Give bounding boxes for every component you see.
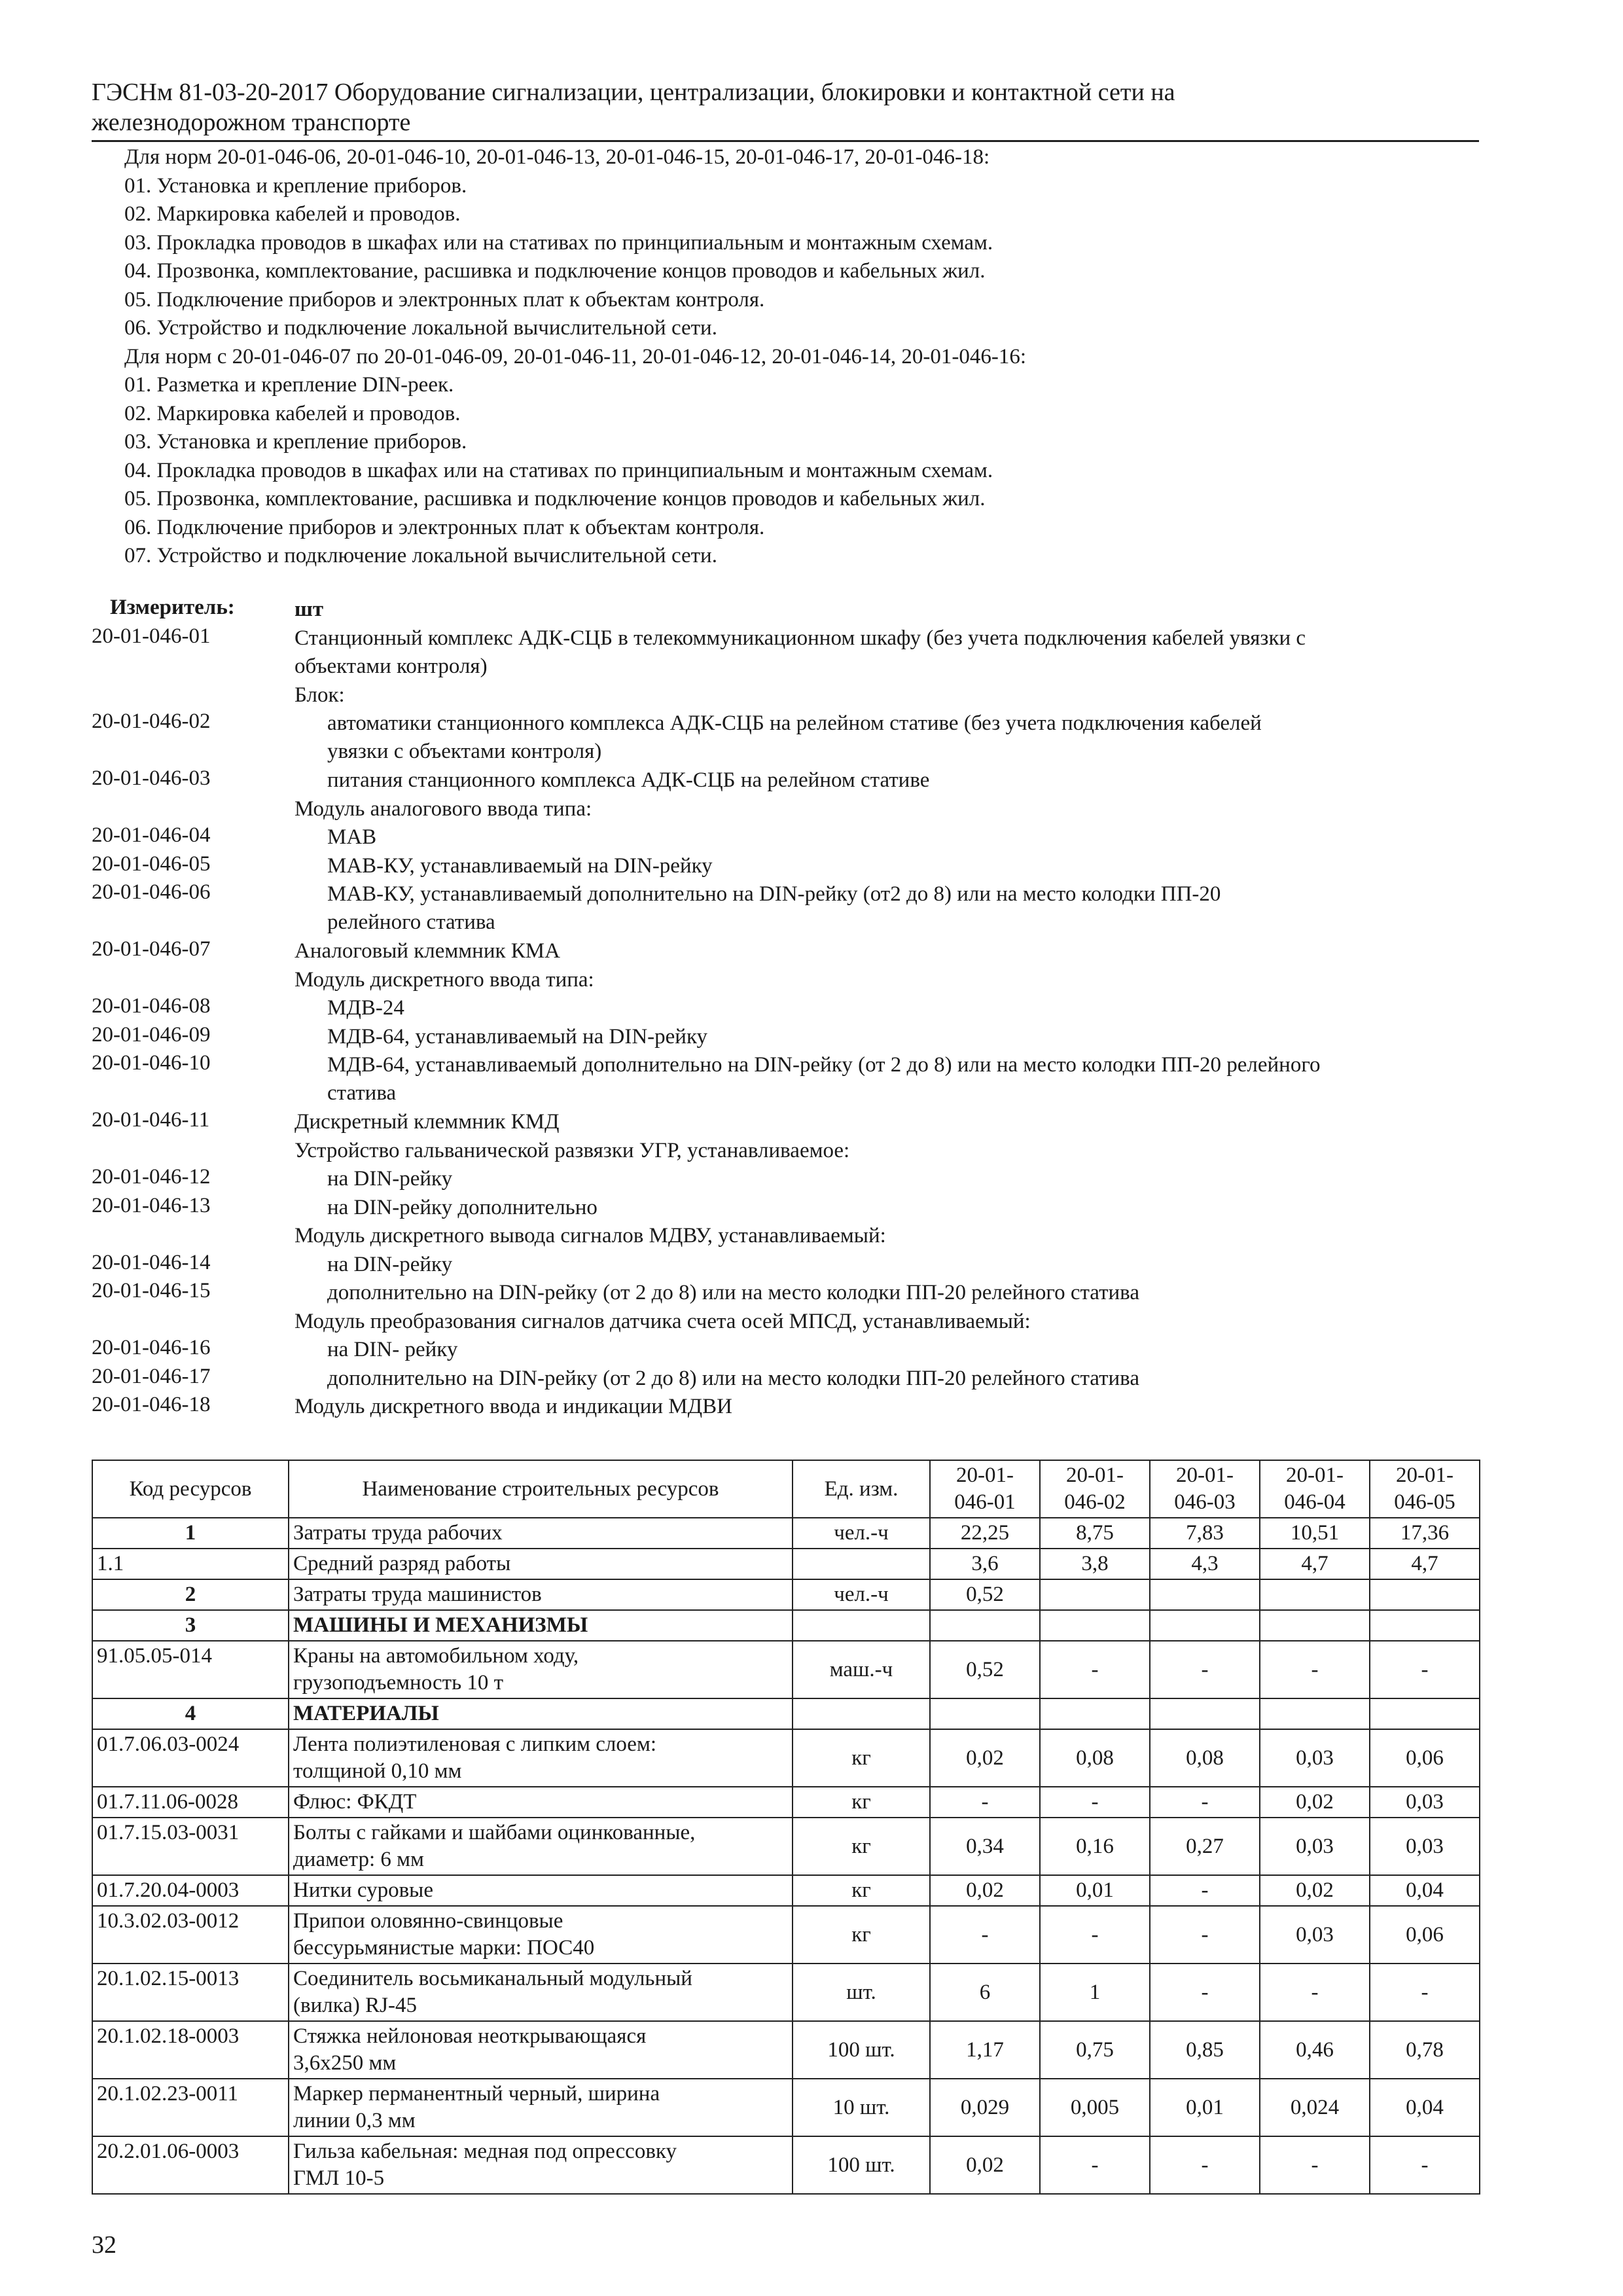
- cell-value: 1,17: [930, 2021, 1040, 2079]
- measure-description: [327, 1336, 1472, 1364]
- measure-description-line: Модуль дискретного вывода сигналов МДВУ, устанавливаемый:: [294, 1224, 886, 1247]
- measure-code: 20-01-046-17: [92, 1364, 211, 1388]
- cell-code: 1.1: [92, 1549, 289, 1579]
- measure-description: [294, 1222, 1472, 1250]
- cell-value: [1260, 1579, 1370, 1610]
- cell-value: 0,03: [1260, 1729, 1370, 1787]
- cell-value: 22,25: [930, 1518, 1040, 1549]
- measure-description: [294, 681, 1472, 709]
- cell-value: -: [930, 1787, 1040, 1818]
- measure-code: 20-01-046-09: [92, 1022, 211, 1047]
- measure-description: [327, 852, 1472, 880]
- table-row: [92, 1549, 1480, 1579]
- cell-value: -: [1260, 1641, 1370, 1698]
- cell-value: 7,83: [1150, 1518, 1260, 1549]
- measure-description: [327, 823, 1472, 852]
- cell-name: [289, 2136, 793, 2194]
- cell-unit: 10 шт.: [793, 2079, 930, 2136]
- measure-description-line: релейного статива: [327, 910, 495, 934]
- cell-value: 0,01: [1150, 2079, 1260, 2136]
- measure-description-line: МДВ-64, устанавливаемый дополнительно на DIN-рейку (от 2 до 8) или на место колодки ПП-20 релейного: [327, 1053, 1321, 1077]
- table-row: [92, 1906, 1480, 1964]
- measure-description-line: на DIN-рейку: [327, 1252, 453, 1276]
- cell-unit: 100 шт.: [793, 2021, 930, 2079]
- table-row: [92, 1579, 1480, 1610]
- cell-name: [289, 1610, 793, 1641]
- cell-value: 0,005: [1040, 2079, 1150, 2136]
- cell-code: 1: [92, 1518, 289, 1549]
- measure-description-line: Станционный комплекс АДК-СЦБ в телекоммуникационном шкафу (без учета подключения кабелей увязки с: [294, 626, 1306, 650]
- cell-name-line: ГМЛ 10-5: [293, 2166, 385, 2190]
- measure-description-line: статива: [327, 1081, 397, 1105]
- measure-description-line: объектами контроля): [294, 654, 488, 678]
- cell-value: -: [1260, 1964, 1370, 2021]
- measure-description-line: на DIN-рейку: [327, 1167, 453, 1191]
- cell-value: -: [1370, 1964, 1480, 2021]
- cell-value: -: [930, 1906, 1040, 1964]
- cell-name-line: Затраты труда рабочих: [293, 1521, 503, 1545]
- cell-name-line: Маркер перманентный черный, ширина: [293, 2082, 660, 2106]
- resources-table: [92, 1460, 1480, 2195]
- header-title-line2: железнодорожном транспорте: [92, 109, 411, 136]
- cell-unit: чел.-ч: [793, 1579, 930, 1610]
- table-row: [92, 1964, 1480, 2021]
- header-title-line1: ГЭСНм 81-03-20-2017 Оборудование сигнализации, централизации, блокировки и контактной сети на: [92, 79, 1175, 106]
- cell-name: [289, 1641, 793, 1698]
- cell-unit: кг: [793, 1787, 930, 1818]
- measure-description-line: МАВ-КУ, устанавливаемый дополнительно на DIN-рейку (от2 до 8) или на место колодки ПП-20: [327, 882, 1221, 906]
- cell-code: 01.7.20.04-0003: [92, 1875, 289, 1906]
- header-col-3: 20-01- 046-03: [1150, 1460, 1260, 1518]
- cell-name-line: Лента полиэтиленовая с липким слоем:: [293, 1732, 657, 1756]
- cell-value: 0,02: [1260, 1875, 1370, 1906]
- measure-description: [294, 966, 1472, 994]
- cell-name-line: Соединитель восьмиканальный модульный: [293, 1967, 692, 1990]
- measure-description: [294, 1308, 1472, 1336]
- cell-value: 4,7: [1260, 1549, 1370, 1579]
- cell-code: 01.7.11.06-0028: [92, 1787, 289, 1818]
- cell-value: 0,01: [1040, 1875, 1150, 1906]
- cell-value: 0,02: [1260, 1787, 1370, 1818]
- cell-value: 0,03: [1260, 1818, 1370, 1875]
- works-group2-item: 06. Подключение приборов и электронных плат к объектам контроля.: [124, 515, 765, 539]
- measure-code: 20-01-046-15: [92, 1279, 211, 1302]
- works-group1-title: Для норм 20-01-046-06, 20-01-046-10, 20-01-046-13, 20-01-046-15, 20-01-046-17, 20-01-046-18:: [124, 145, 990, 169]
- cell-unit: кг: [793, 1906, 930, 1964]
- measure-description: [327, 1165, 1472, 1193]
- cell-unit: кг: [793, 1818, 930, 1875]
- cell-name: [289, 1518, 793, 1549]
- measure-code: 20-01-046-10: [92, 1051, 211, 1075]
- cell-value: -: [1150, 1906, 1260, 1964]
- measure-description-line: автоматики станционного комплекса АДК-СЦБ на релейном стативе (без учета подключения кабелей: [327, 711, 1262, 735]
- cell-name-line: Припои оловянно-свинцовые: [293, 1909, 563, 1933]
- cell-value: 0,34: [930, 1818, 1040, 1875]
- cell-code: 3: [92, 1610, 289, 1641]
- measure-description: [327, 880, 1472, 937]
- cell-value: [1040, 1610, 1150, 1641]
- cell-value: -: [1150, 1875, 1260, 1906]
- works-group2-item: 02. Маркировка кабелей и проводов.: [124, 401, 461, 425]
- cell-value: 0,02: [930, 2136, 1040, 2194]
- cell-value: [1150, 1698, 1260, 1729]
- cell-name: [289, 1964, 793, 2021]
- measure-description-line: увязки с объектами контроля): [327, 740, 602, 763]
- measure-code: 20-01-046-08: [92, 994, 211, 1018]
- measure-description: [327, 709, 1472, 766]
- cell-value: -: [1040, 1787, 1150, 1818]
- cell-name-line: Краны на автомобильном ходу,: [293, 1644, 579, 1668]
- cell-code: 10.3.02.03-0012: [92, 1906, 289, 1964]
- works-group1-item: 04. Прозвонка, комплектование, расшивка и подключение концов проводов и кабельных жил.: [124, 259, 986, 283]
- table-header-row: [92, 1460, 1480, 1518]
- measure-description-line: МДВ-24: [327, 996, 404, 1020]
- measure-description-line: МДВ-64, устанавливаемый на DIN-рейку: [327, 1024, 708, 1049]
- cell-unit: кг: [793, 1875, 930, 1906]
- works-group2-item: 05. Прозвонка, комплектование, расшивка и подключение концов проводов и кабельных жил.: [124, 487, 986, 511]
- works-group2-item: 04. Прокладка проводов в шкафах или на стативах по принципиальным и монтажным схемам.: [124, 458, 993, 482]
- cell-value: [930, 1698, 1040, 1729]
- works-list: [92, 145, 1479, 567]
- measure-code: 20-01-046-18: [92, 1393, 211, 1416]
- cell-value: -: [1040, 1641, 1150, 1698]
- header-name: Наименование строительных ресурсов: [289, 1460, 793, 1518]
- cell-value: [1150, 1610, 1260, 1641]
- cell-value: 0,27: [1150, 1818, 1260, 1875]
- cell-name-line: Болты с гайками и шайбами оцинкованные,: [293, 1821, 696, 1844]
- cell-value: -: [1150, 1964, 1260, 2021]
- cell-name: [289, 2021, 793, 2079]
- works-group1-item: 06. Устройство и подключение локальной вычислительной сети.: [124, 316, 717, 340]
- cell-value: 0,06: [1370, 1906, 1480, 1964]
- measure-code: 20-01-046-04: [92, 823, 211, 847]
- cell-value: -: [1040, 1906, 1150, 1964]
- cell-name-line: Гильза кабельная: медная под опрессовку: [293, 2140, 677, 2163]
- measure-description-line: Модуль аналогового ввода типа:: [294, 797, 592, 821]
- cell-value: [1260, 1698, 1370, 1729]
- cell-value: -: [1150, 1787, 1260, 1818]
- cell-value: [930, 1610, 1040, 1641]
- cell-value: 0,03: [1370, 1818, 1480, 1875]
- measure-description-line: Модуль дискретного ввода и индикации МДВИ: [294, 1395, 732, 1418]
- table-row: [92, 1729, 1480, 1787]
- cell-name-line: толщиной 0,10 мм: [293, 1759, 462, 1783]
- table-row: [92, 1787, 1480, 1818]
- cell-value: 0,02: [930, 1875, 1040, 1906]
- cell-value: 0,03: [1260, 1906, 1370, 1964]
- measure-description: [294, 795, 1472, 823]
- header-unit: Ед. изм.: [793, 1460, 930, 1518]
- cell-name-line: Затраты труда машинистов: [293, 1583, 542, 1606]
- cell-value: [1150, 1579, 1260, 1610]
- measure-description-line: Устройство гальванической развязки УГР, устанавливаемое:: [294, 1138, 850, 1162]
- cell-value: 0,06: [1370, 1729, 1480, 1787]
- measure-description-line: МАВ-КУ, устанавливаемый на DIN-рейку: [327, 853, 713, 878]
- cell-name-line: диаметр: 6 мм: [293, 1848, 424, 1871]
- measure-description-line: на DIN- рейку: [327, 1338, 458, 1361]
- cell-name: [289, 1875, 793, 1906]
- cell-value: 0,85: [1150, 2021, 1260, 2079]
- cell-value: 0,78: [1370, 2021, 1480, 2079]
- cell-code: 4: [92, 1698, 289, 1729]
- cell-value: 0,16: [1040, 1818, 1150, 1875]
- cell-name-line: грузоподъемность 10 т: [293, 1671, 504, 1695]
- cell-value: 0,04: [1370, 2079, 1480, 2136]
- measure-section: [92, 596, 1479, 1420]
- cell-name: [289, 1698, 793, 1729]
- cell-name-line: Средний разряд работы: [293, 1552, 511, 1575]
- page-header: [92, 77, 1479, 137]
- measure-description-line: питания станционного комплекса АДК-СЦБ на релейном стативе: [327, 768, 930, 792]
- header-col-5: 20-01- 046-05: [1370, 1460, 1480, 1518]
- cell-name-line: 3,6х250 мм: [293, 2051, 397, 2075]
- cell-value: 0,75: [1040, 2021, 1150, 2079]
- works-group2-item: 01. Разметка и крепление DIN-реек.: [124, 373, 454, 397]
- cell-value: 0,024: [1260, 2079, 1370, 2136]
- table-row: [92, 1518, 1480, 1549]
- cell-name: [289, 1787, 793, 1818]
- works-group2-item: 07. Устройство и подключение локальной вычислительной сети.: [124, 544, 717, 567]
- measure-description: [327, 1023, 1472, 1051]
- works-group1-item: 02. Маркировка кабелей и проводов.: [124, 202, 461, 226]
- cell-code: 01.7.15.03-0031: [92, 1818, 289, 1875]
- measure-description: [294, 1137, 1472, 1165]
- works-group1-item: 03. Прокладка проводов в шкафах или на стативах по принципиальным и монтажным схемам.: [124, 230, 993, 255]
- measure-description-line: на DIN-рейку дополнительно: [327, 1195, 597, 1219]
- cell-name-line: (вилка) RJ-45: [293, 1994, 417, 2017]
- cell-unit: [793, 1549, 930, 1579]
- works-group2-title: Для норм с 20-01-046-07 по 20-01-046-09, 20-01-046-11, 20-01-046-12, 20-01-046-14, 20-01-046-16:: [124, 344, 1027, 368]
- cell-value: [1040, 1698, 1150, 1729]
- cell-value: 10,51: [1260, 1518, 1370, 1549]
- cell-unit: [793, 1610, 930, 1641]
- cell-value: 3,6: [930, 1549, 1040, 1579]
- cell-value: 0,02: [930, 1729, 1040, 1787]
- measure-description-line: Модуль дискретного ввода типа:: [294, 967, 594, 992]
- measure-description: [327, 1251, 1472, 1279]
- table-row: [92, 1818, 1480, 1875]
- measure-description-line: Модуль преобразования сигналов датчика счета осей МПСД, устанавливаемый:: [294, 1309, 1031, 1333]
- works-group1-item: 05. Подключение приборов и электронных плат к объектам контроля.: [124, 287, 765, 312]
- cell-value: -: [1150, 1641, 1260, 1698]
- cell-code: 20.1.02.18-0003: [92, 2021, 289, 2079]
- cell-name-line: линии 0,3 мм: [293, 2109, 416, 2132]
- cell-value: -: [1150, 2136, 1260, 2194]
- measure-code: 20-01-046-02: [92, 709, 211, 733]
- header-col-2: 20-01- 046-02: [1040, 1460, 1150, 1518]
- cell-value: [1370, 1610, 1480, 1641]
- cell-unit: кг: [793, 1729, 930, 1787]
- cell-unit: [793, 1698, 930, 1729]
- header-code: Код ресурсов: [92, 1460, 289, 1518]
- cell-value: 0,08: [1040, 1729, 1150, 1787]
- measure-description-line: Блок:: [294, 683, 345, 707]
- table-row: [92, 2079, 1480, 2136]
- cell-code: 2: [92, 1579, 289, 1610]
- header-col-1: 20-01- 046-01: [930, 1460, 1040, 1518]
- measure-code: 20-01-046-16: [92, 1336, 211, 1359]
- measure-description: [327, 994, 1472, 1022]
- measure-code: 20-01-046-13: [92, 1193, 211, 1217]
- cell-unit: 100 шт.: [793, 2136, 930, 2194]
- cell-code: 20.2.01.06-0003: [92, 2136, 289, 2194]
- cell-value: 3,8: [1040, 1549, 1150, 1579]
- cell-name: [289, 1906, 793, 1964]
- cell-value: 6: [930, 1964, 1040, 2021]
- cell-value: 0,03: [1370, 1787, 1480, 1818]
- cell-name: [289, 1818, 793, 1875]
- cell-value: [1370, 1698, 1480, 1729]
- measure-description-line: Аналоговый клеммник КМА: [294, 939, 560, 963]
- works-group2-item: 03. Установка и крепление приборов.: [124, 430, 467, 454]
- cell-value: 0,52: [930, 1641, 1040, 1698]
- cell-value: 0,04: [1370, 1875, 1480, 1906]
- cell-name: [289, 1549, 793, 1579]
- cell-value: -: [1040, 2136, 1150, 2194]
- measure-description: [327, 1194, 1472, 1222]
- cell-value: 1: [1040, 1964, 1150, 2021]
- measure-code: 20-01-046-11: [92, 1108, 210, 1132]
- measure-code: 20-01-046-07: [92, 937, 211, 961]
- cell-name-line: бессурьмянистые марки: ПОС40: [293, 1936, 595, 1960]
- cell-name: [289, 1579, 793, 1610]
- measure-code: 20-01-046-01: [92, 624, 211, 648]
- measure-description: [327, 766, 1472, 795]
- header-col-4: 20-01- 046-04: [1260, 1460, 1370, 1518]
- measure-code: 20-01-046-14: [92, 1250, 211, 1274]
- cell-value: 8,75: [1040, 1518, 1150, 1549]
- cell-value: 0,08: [1150, 1729, 1260, 1787]
- cell-value: -: [1370, 1641, 1480, 1698]
- cell-value: -: [1260, 2136, 1370, 2194]
- works-group1-item: 01. Установка и крепление приборов.: [124, 173, 467, 198]
- measure-code: 20-01-046-05: [92, 852, 211, 876]
- page-number: 32: [92, 2231, 116, 2259]
- cell-name-line: Нитки суровые: [293, 1878, 433, 1902]
- measure-description-line: Дискретный клеммник КМД: [294, 1110, 560, 1134]
- measure-label: Измеритель:: [110, 596, 235, 619]
- measure-description-line: дополнительно на DIN-рейку (от 2 до 8) или на место колодки ПП-20 релейного статива: [327, 1366, 1139, 1390]
- cell-value: 0,52: [930, 1579, 1040, 1610]
- cell-unit: маш.-ч: [793, 1641, 930, 1698]
- header-divider: [92, 140, 1479, 142]
- table-row: [92, 2136, 1480, 2194]
- measure-unit: шт: [294, 598, 324, 621]
- cell-value: -: [1370, 2136, 1480, 2194]
- cell-unit: чел.-ч: [793, 1518, 930, 1549]
- measure-description: [294, 1108, 1472, 1136]
- measure-description-line: МАВ: [327, 825, 377, 849]
- measure-description: [327, 1365, 1472, 1393]
- cell-value: [1370, 1579, 1480, 1610]
- cell-unit: шт.: [793, 1964, 930, 2021]
- measure-description: [327, 1279, 1472, 1307]
- table-row: [92, 1875, 1480, 1906]
- measure-code: 20-01-046-06: [92, 880, 211, 904]
- cell-name-line: Стяжка нейлоновая неоткрывающаяся: [293, 2024, 647, 2048]
- measure-code: 20-01-046-03: [92, 766, 211, 790]
- cell-value: 0,46: [1260, 2021, 1370, 2079]
- cell-value: 4,3: [1150, 1549, 1260, 1579]
- cell-name: [289, 2079, 793, 2136]
- cell-value: [1040, 1579, 1150, 1610]
- cell-code: 91.05.05-014: [92, 1641, 289, 1698]
- table-row: [92, 1641, 1480, 1698]
- measure-description: [294, 1393, 1472, 1421]
- table-row: [92, 1610, 1480, 1641]
- measure-code: 20-01-046-12: [92, 1165, 211, 1189]
- cell-name-line: МАТЕРИАЛЫ: [293, 1702, 439, 1725]
- measure-description: [294, 937, 1472, 965]
- cell-value: [1260, 1610, 1370, 1641]
- measure-description: [327, 1051, 1472, 1107]
- cell-code: 01.7.06.03-0024: [92, 1729, 289, 1787]
- cell-code: 20.1.02.15-0013: [92, 1964, 289, 2021]
- cell-value: 4,7: [1370, 1549, 1480, 1579]
- cell-value: 17,36: [1370, 1518, 1480, 1549]
- measure-description-line: дополнительно на DIN-рейку (от 2 до 8) или на место колодки ПП-20 релейного статива: [327, 1281, 1139, 1304]
- cell-name-line: МАШИНЫ И МЕХАНИЗМЫ: [293, 1613, 588, 1637]
- measure-description: [294, 624, 1472, 681]
- cell-value: 0,029: [930, 2079, 1040, 2136]
- cell-name-line: Флюс: ФКДТ: [293, 1790, 417, 1814]
- cell-code: 20.1.02.23-0011: [92, 2079, 289, 2136]
- table-row: [92, 2021, 1480, 2079]
- table-row: [92, 1698, 1480, 1729]
- cell-name: [289, 1729, 793, 1787]
